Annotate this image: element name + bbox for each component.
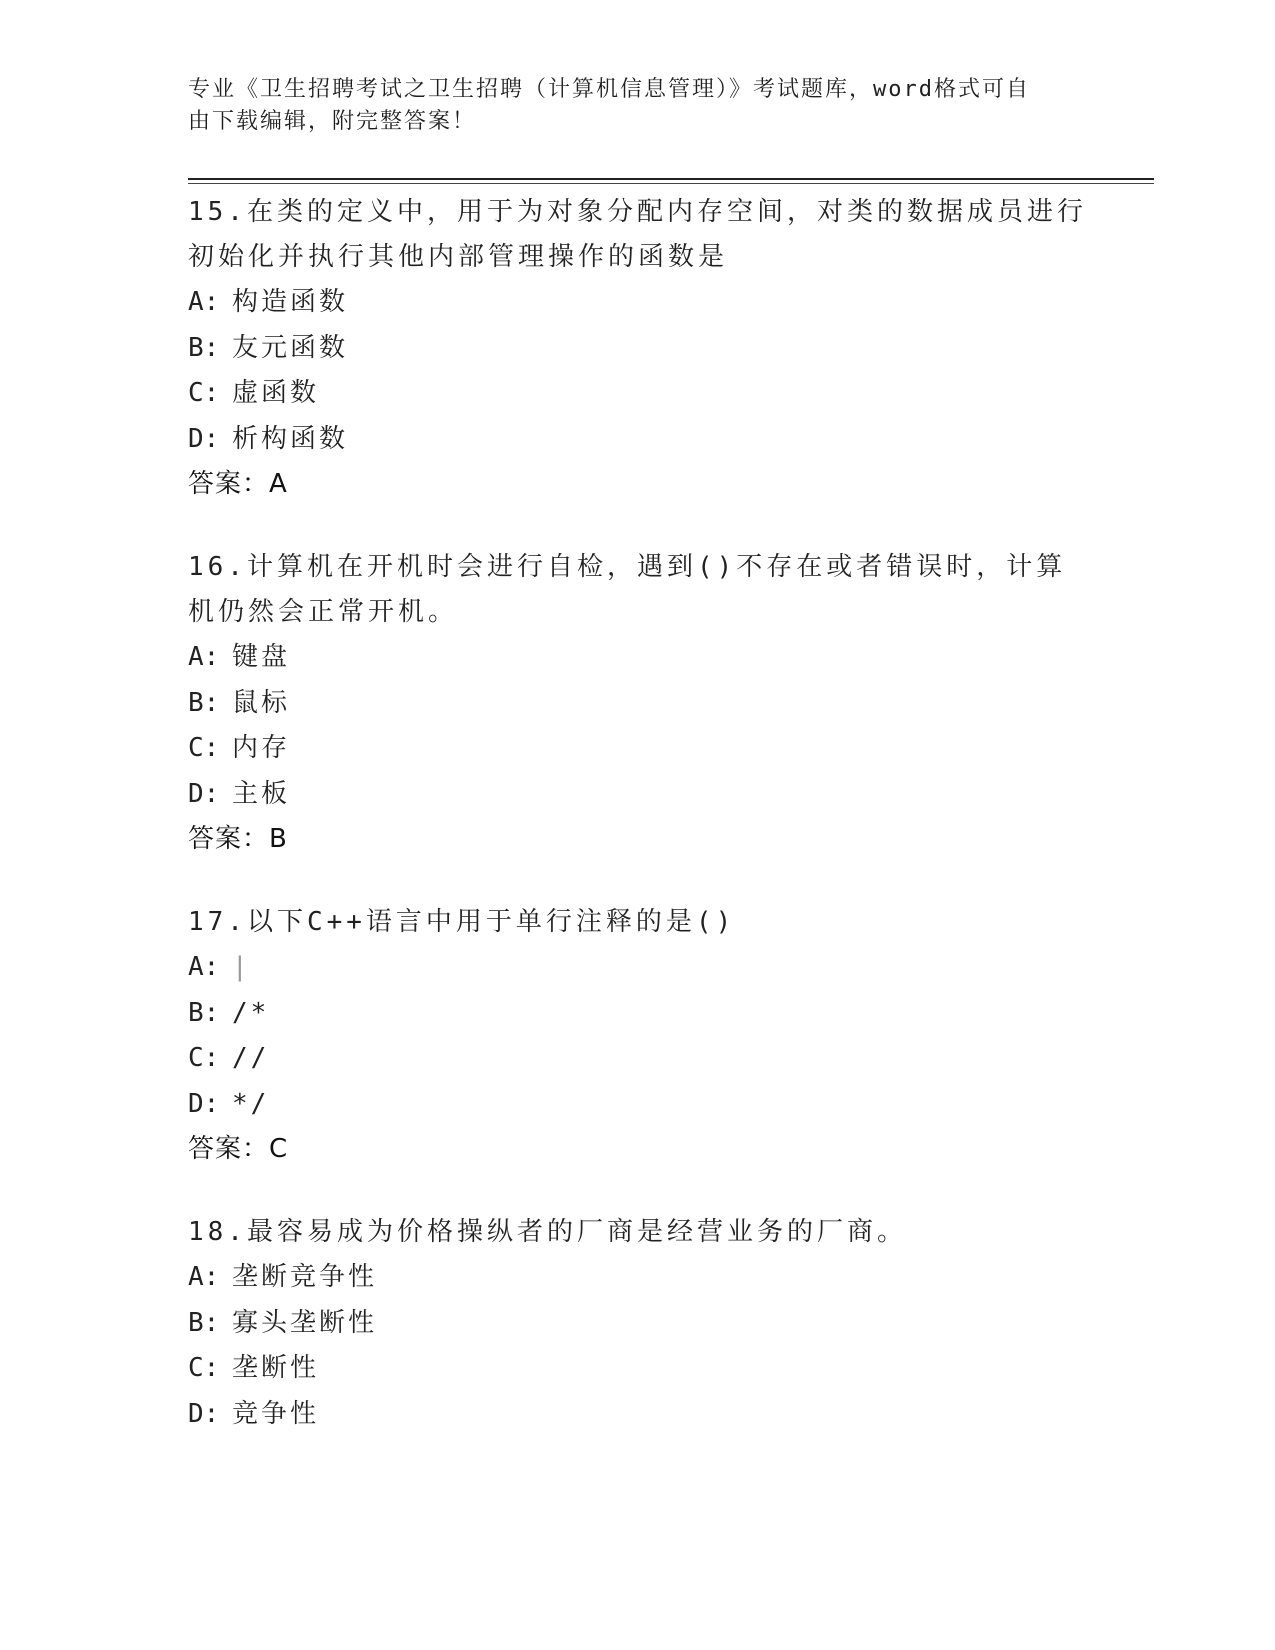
option-b: [188, 1301, 1088, 1347]
option-text: 寡头垄断性: [232, 1307, 378, 1338]
option-b: [188, 326, 1088, 372]
option-key: C:: [188, 733, 220, 763]
header-divider-thin: [188, 183, 1154, 184]
option-text: 垄断竞争性: [232, 1262, 378, 1292]
option-b: [188, 681, 1088, 727]
question-text: 18.最容易成为价格操纵者的厂商是经营业务的厂商。: [188, 1217, 907, 1247]
option-text: |: [232, 952, 251, 982]
option-key: A:: [188, 642, 220, 672]
option-text: */: [232, 1088, 270, 1119]
option-text: //: [232, 1043, 270, 1073]
option-text: 垄断性: [232, 1353, 320, 1383]
option-a: [188, 635, 1088, 681]
header-line-2: 由下载编辑，附完整答案！: [188, 109, 477, 134]
option-text: /*: [232, 997, 270, 1028]
option-key: A:: [188, 287, 220, 317]
option-c: [188, 1036, 1088, 1082]
option-text: 析构函数: [232, 423, 349, 454]
question-text: 15.在类的定义中，用于为对象分配内存空间，对类的数据成员进行初始化并执行其他内部管理操作的函数是: [188, 197, 1087, 272]
option-d: [188, 1392, 1088, 1438]
answer-line: 答案：B: [188, 824, 288, 854]
option-key: A:: [188, 952, 220, 982]
option-c: [188, 371, 1088, 417]
option-c: [188, 1346, 1088, 1392]
question-text: 16.计算机在开机时会进行自检，遇到()不存在或者错误时，计算机仍然会正常开机。: [188, 552, 1067, 627]
option-text: 友元函数: [232, 332, 349, 363]
option-key: D:: [188, 423, 220, 454]
document-header: [188, 74, 1088, 138]
option-key: B:: [188, 687, 220, 718]
option-key: B:: [188, 997, 220, 1028]
option-a: [188, 280, 1088, 326]
option-text: 构造函数: [232, 287, 349, 317]
question-text: 17.以下C++语言中用于单行注释的是(): [188, 907, 736, 937]
option-d: [188, 417, 1088, 463]
answer-line: 答案：C: [188, 1134, 289, 1164]
option-a: [188, 945, 1088, 991]
option-b: [188, 991, 1088, 1037]
option-text: 虚函数: [232, 378, 320, 408]
header-divider-thick: [188, 178, 1154, 180]
option-text: 主板: [232, 778, 291, 809]
option-d: [188, 1082, 1088, 1128]
option-c: [188, 726, 1088, 772]
option-key: D:: [188, 778, 220, 809]
option-key: C:: [188, 378, 220, 408]
option-d: [188, 772, 1088, 818]
answer-line: 答案：A: [188, 469, 288, 499]
option-text: 竞争性: [232, 1398, 320, 1429]
option-key: B:: [188, 1307, 220, 1338]
option-key: C:: [188, 1353, 220, 1383]
option-text: 键盘: [232, 642, 291, 672]
option-key: D:: [188, 1398, 220, 1429]
option-text: 内存: [232, 733, 291, 763]
option-key: C:: [188, 1043, 220, 1073]
option-a: [188, 1255, 1088, 1301]
header-line-1: 专业《卫生招聘考试之卫生招聘（计算机信息管理）》考试题库，word格式可自: [188, 77, 1030, 102]
question-17: [188, 900, 1088, 1172]
option-key: A:: [188, 1262, 220, 1292]
option-key: D:: [188, 1088, 220, 1119]
question-16: [188, 545, 1088, 862]
question-list: [188, 190, 1088, 1475]
question-18: [188, 1210, 1088, 1437]
option-key: B:: [188, 332, 220, 363]
question-15: [188, 190, 1088, 507]
option-text: 鼠标: [232, 687, 291, 718]
